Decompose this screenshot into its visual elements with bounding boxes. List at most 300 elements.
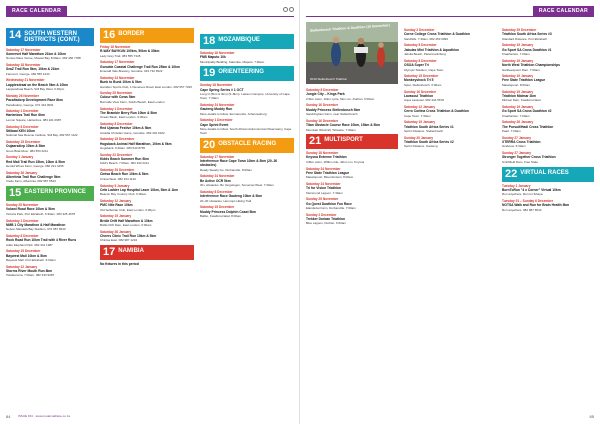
column-multisport-c (502, 28, 594, 406)
event-entry (306, 103, 398, 116)
event-entry (100, 184, 194, 197)
event-details: Elandsvlei Farm, Durbanville. 7:00am (306, 206, 356, 211)
event-details: Baywest Mall, Port Elizabeth. 6:00am (6, 258, 56, 263)
event-date: Saturday 19 January (502, 89, 534, 94)
event-entry (404, 90, 496, 103)
event-details: Maselspoort. 8:00am (502, 82, 531, 87)
event-name: Triathlon Midmar 2km (502, 93, 537, 98)
event-details: Nurses Race Venue, Mossel Bay 8:00am. 082 456 7788 (6, 56, 81, 61)
section-title: SOUTH WESTERN DISTRICTS (CONT.) (24, 31, 80, 44)
section-title: OBSTACLE RACING (218, 140, 277, 147)
event-details: Old Selborian Club, East London. 6:00pm (100, 207, 156, 212)
event-date: Sunday 16 December (404, 89, 437, 94)
event-details: Ballito, KwaZulu-Natal. 8:00am (200, 214, 242, 219)
event-date: Sunday 16 December (306, 118, 339, 123)
event-details: Municipality Building, Katembe, Maputo. 7:30am (200, 59, 265, 64)
section-title: BORDER (118, 31, 145, 37)
event-entry (404, 120, 496, 133)
event-details: Ready Steady Go, Durbanville. 8:00am (200, 167, 253, 172)
event-name: No fixtures in this period (100, 262, 139, 267)
section-number: 16 (103, 29, 116, 41)
event-list (200, 83, 294, 135)
event-name: Jungle City – Kings Park (306, 92, 345, 97)
event-date: Monday 26 November (6, 93, 39, 98)
event-details: Spier, Stellenbosch. 6:00am (404, 82, 442, 87)
event-name: Hogsback Animal Half Marathon, 10km & 5km (100, 141, 172, 146)
section-title: EASTERN PROVINCE (24, 189, 86, 196)
event-date: Saturday 19 January (502, 58, 534, 63)
event-date: Saturday 26 January (502, 120, 534, 125)
event-details: Jabula Beach, Pietermaritzburg (404, 52, 446, 57)
event-name: Albertinia Trail Run Challenge 5km (6, 175, 61, 180)
event-list (306, 88, 398, 132)
event-details: Bridle Drift Dam, East London. 6:00am (100, 223, 152, 228)
event-entry (100, 107, 194, 120)
event-name: R-WAY BAYKUN 100km, 50km & 30km (100, 49, 160, 54)
event-date: Saturday 17 November (100, 60, 135, 65)
event-entry (502, 136, 594, 149)
event-details: Lappiesdraai Beach, Still Bay West. 6:30pm (6, 87, 65, 92)
event-details: Arcadia Christian Home, Gonubie. 082 334 9102 (100, 130, 165, 135)
event-date: Sunday 2 December (306, 212, 337, 217)
event-entry (404, 136, 496, 149)
section-header-mozambique (200, 34, 294, 49)
event-details: Vrede Farm, Albertinia. 082 987 6543 (6, 179, 56, 184)
event-date: Saturday 24 November (306, 166, 341, 171)
event-name: Cintsa Beach Run 10km & 5km (100, 172, 149, 177)
event-entry (100, 168, 194, 181)
event-details: National Sea Rescue Institute, Still Bay. 082 567 1122 (6, 133, 78, 138)
event-date: Saturday 5 January (100, 183, 130, 188)
event-name: Red Mali Trail Run 15km, 10km & 5km (6, 159, 66, 164)
event-entry (502, 28, 594, 41)
event-date: Saturday 1 December (6, 218, 39, 223)
event-date: Saturday 19 January (502, 104, 534, 109)
event-name: Red Ujamaa Festive 10km & 5km (100, 126, 152, 131)
section-header-multisport (306, 134, 398, 149)
event-list (502, 184, 594, 212)
event-date: Saturday 8 December (6, 233, 39, 238)
event-date: Saturday 18 November (200, 51, 235, 55)
section-header-namibia (100, 245, 194, 260)
event-entry (6, 140, 94, 153)
event-name: Storms River Mouth Run 8km (6, 268, 53, 273)
event-date: Sunday 20 January (404, 135, 434, 140)
event-list (306, 151, 398, 225)
event-date: Saturday 19 January (502, 74, 534, 79)
event-entry (6, 219, 94, 232)
event-name: Gauteng Muddy Run (200, 107, 233, 112)
event-entry (6, 249, 94, 262)
left-header-rule (6, 16, 294, 17)
event-name: BornToRun "4 x Corner" Virtual 10km (502, 187, 561, 192)
event-entry (306, 151, 398, 164)
event-entry (200, 51, 294, 64)
event-entry (6, 155, 94, 168)
event-details: More details to follow. South African Astronomical Observatory, Cape Town (200, 126, 292, 136)
left-header-tab: RACE CALENDAR (6, 6, 67, 17)
event-entry (502, 43, 594, 56)
section-header-border (100, 28, 194, 43)
event-details: Burnside View Farm, Kidd's Beach, East London (100, 99, 165, 104)
event-details: Sprint Distance. Stellenbosch (404, 129, 444, 134)
section-header-sw-districts (6, 28, 94, 46)
event-entry (6, 48, 94, 61)
event-entry (100, 45, 194, 58)
event-name: NMB 1 City Marathon & Half Marathon (6, 222, 66, 227)
event-details: Fancourt, George. 082 555 1234 (6, 71, 50, 76)
event-date: Saturday 26 January (6, 170, 38, 175)
event-entry (502, 199, 594, 212)
circle-icon (283, 7, 288, 12)
section-number: 14 (9, 29, 22, 41)
event-name: Go Sport SA Cross Duathlon #1 (502, 47, 552, 52)
event-details: Sandringham Farm, near Stellenbosch (306, 112, 358, 117)
event-name: Lappiesdraai on the Beach 5km & 10km (6, 82, 69, 87)
event-name: Free State Triathlon League (306, 170, 350, 175)
section-number: 18 (203, 35, 216, 47)
event-entry (100, 137, 194, 150)
event-entry (6, 63, 94, 76)
event-entry (100, 199, 194, 212)
event-date: Sunday 2 December (404, 28, 435, 32)
event-entry (502, 105, 594, 118)
section-header-orienteering (200, 66, 294, 81)
event-details: Run anywhere. Run for Ikhaya (502, 192, 543, 197)
event-name: NOTSA Walk and Run for Brain Health 5km (502, 203, 570, 208)
event-date: Saturday 8 December (306, 88, 339, 92)
race-photo (306, 22, 398, 84)
event-details: Lemon Square, Hartenbos. 083 221 0987 (6, 117, 62, 122)
column-multisport-a (306, 88, 398, 406)
event-date: Saturday 19 January (404, 120, 436, 125)
event-date: Saturday 24 November (306, 181, 341, 186)
section-number: 21 (309, 135, 322, 148)
event-date: Saturday 15 December (6, 249, 41, 254)
event-details: More details to follow. Emmarentia, Johannesburg (200, 111, 267, 116)
event-name: Triathlon South Africa Series #3 (502, 32, 552, 37)
event-details: Long O (5km & 3km) (5–8km). Lawson Campus, University of Cape Town. 7:30am (200, 92, 290, 101)
event-details: 3.8km swim, 180km ride, 42km run. Knysna (306, 159, 365, 164)
event-date: Saturday 24 November (200, 174, 235, 179)
event-date: Sunday 16 December (306, 103, 339, 108)
event-date: Saturday 17 November (200, 154, 235, 159)
event-details: 20–30 obstacles. Hennops Hiking Trail (200, 198, 252, 203)
event-details: Ocean Basin, East London. 6:30am (100, 115, 148, 120)
event-date: Tuesday 1 January (502, 183, 531, 188)
event-entry (100, 230, 194, 243)
event-name: The Pursuit/Hadi Cross Triathlon (502, 124, 554, 129)
event-entry (6, 171, 94, 184)
page-number-left: 84 (6, 413, 11, 419)
event-name: OSOA Super Tri (404, 63, 429, 68)
event-details: Cintsa West. 082 334 1122 (100, 176, 136, 181)
event-details: Chintsa East. 082 987 1234 (100, 238, 138, 243)
event-details: Beacon Bay Country Club. 6:00am (100, 192, 147, 197)
event-entry (100, 214, 194, 227)
event-name: Cheers Clinic Trail Run 10km & 5km (100, 234, 157, 238)
event-name: Muddy Princess Stellenbosch 5km (306, 107, 361, 112)
event-name: Hartenbos Trail Run 6km (6, 113, 45, 118)
event-entry (6, 78, 94, 91)
event-entry (306, 213, 398, 226)
event-list (6, 203, 94, 277)
event-entry (100, 153, 194, 166)
event-date: Saturday 8 December (6, 124, 39, 129)
event-date: Wednesday 21 November (6, 78, 45, 83)
event-name: Bridle Drift Half Marathon & 10km (100, 218, 153, 223)
event-date: Saturday 19 January (100, 214, 132, 219)
event-details: Nelson Mandela Bay Stadium. 072 987 6543 (6, 227, 66, 232)
event-date: Saturday 19 January (502, 43, 534, 48)
event-date: Sunday 1 January (6, 155, 34, 160)
event-details: Groot Brak River. 084 553 2211 (6, 148, 48, 153)
event-name: FNB Maputo 10k (200, 55, 226, 60)
column-mozambique (200, 28, 294, 406)
event-list (200, 155, 294, 218)
event-date: Sunday 18 November (306, 151, 339, 156)
event-name: Stilbaai KEN 10km (6, 128, 35, 133)
event-name: Bunk to Bunk 10km & 5km (100, 80, 142, 85)
event-list (404, 28, 496, 149)
section-header-virtual-races (502, 167, 594, 182)
event-name: Pacaltsdorp Development Race 8km (6, 98, 63, 103)
event-details: Kleinmond Lagoon. 7:30am (306, 190, 343, 195)
section-title: MULTISPORT (324, 137, 363, 144)
event-date: Saturday 26 January (100, 229, 132, 234)
event-details: Kraaifontein. 7:00am (502, 52, 530, 57)
event-date: Sunday 18 November (200, 83, 233, 88)
right-header-tab: RACE CALENDAR (533, 6, 594, 17)
event-details: Run anywhere. 082 987 6543 (502, 207, 542, 212)
event-name: Titan Obstacle Course Race 10km, 15km & 5km (306, 123, 381, 128)
event-entry (404, 28, 496, 41)
event-details: Sandhills. 7:30am. 082 453 6099 (404, 36, 448, 41)
event-details: Hartbeespoort Dam. 7:00am (502, 67, 540, 72)
event-date: Saturday 1 December (200, 118, 233, 123)
event-entry (100, 91, 194, 104)
event-details: 2.5km swim, 10km cycle, 5km run. Durban. 6:00am (306, 96, 375, 101)
event-date: Saturday 12 January (404, 104, 436, 109)
section-title: MOZAMBIQUE (218, 37, 260, 43)
event-name: Colour with Cows 5km (100, 95, 136, 100)
event-entry (100, 122, 194, 135)
section-header-obstacle-racing (200, 138, 294, 153)
section-number: 19 (203, 67, 216, 80)
event-entry (100, 60, 194, 73)
event-entry (6, 109, 94, 122)
circle-icon (289, 7, 294, 12)
event-date: Sunday 27 January (502, 135, 532, 140)
event-date: Saturday 29 December (100, 168, 135, 173)
event-entry (200, 190, 294, 203)
event-name: PMC Nite Race 10km (100, 203, 133, 208)
event-entry (502, 184, 594, 197)
event-details: Smithfield Dam, Free State (502, 159, 539, 164)
event-entry (6, 203, 94, 216)
event-details: Tsitsikamma, 7:00am. 082 333 9087 (6, 273, 55, 278)
event-date: Saturday 18 November (6, 62, 41, 67)
event-date: Saturday 24 November (100, 75, 135, 80)
event-date: Saturday 8 December (200, 189, 233, 194)
event-date: Saturday 1 December (100, 106, 133, 111)
event-entry (306, 119, 398, 132)
event-name: Cape Sprint Event (200, 122, 229, 127)
event-name: XTERRA Cross Triathlon (502, 140, 541, 145)
event-details: Grabouw. 6:30am (502, 144, 526, 149)
event-details: Kraaifontein. 7:00am (502, 113, 530, 118)
event-name: Monkeyshock Tri 5 (404, 78, 434, 83)
event-name: Rock Road Run 10km Trail with 4 River Runs (6, 238, 77, 243)
event-entry (6, 94, 94, 107)
event-details: Midmar Dam, KwaZulu-Natal (502, 98, 541, 103)
event-details: Olympic Stadium, Cape Town (404, 67, 444, 72)
section-title: VIRTUAL RACES (520, 169, 569, 176)
event-name: Baywest Mall 10km & 5km (6, 253, 47, 258)
event-entry (200, 205, 294, 218)
event-date: Saturday 12 January (100, 198, 132, 203)
event-name: Cerro Cortina Cross Triathlon & Duathlon (404, 109, 469, 114)
event-name: Go Sport SA Cross Duathlon #2 (502, 109, 552, 114)
event-date: Tuesday 01 – Sunday 6 December (502, 198, 554, 203)
event-name: Gonubie Coastal Challenge Trail Run 25km & 10km (100, 64, 180, 69)
event-entry (306, 197, 398, 210)
event-name: Oujaarsdiep 10km & 5km (6, 144, 46, 149)
event-details: Addo Elephant Park. 082 341 1987 (6, 242, 53, 247)
event-date: Friday 16 November (100, 45, 131, 49)
event-details: Victoria Park, Port Elizabeth. 6:30am. 083 325 4678 (6, 211, 75, 216)
event-date: Sunday 25 November (100, 91, 133, 96)
event-details: Herold Wines Farm, George. 082 221 4455 (6, 164, 64, 169)
event-entry (306, 88, 398, 101)
event-details: Pacaltsdorp, George. 072 444 0091 (6, 102, 54, 107)
event-name: Stronger Together Cross Triathlon (502, 155, 556, 160)
event-entry (200, 83, 294, 100)
event-date: Saturday 15 December (6, 139, 41, 144)
section-number: 15 (9, 187, 22, 200)
event-list (100, 262, 194, 266)
event-details: Hamilton Sports Club, 1 Devereux Road, East London. 082 557 7345 (100, 84, 192, 89)
event-entry (502, 74, 594, 87)
section-number: 17 (103, 246, 116, 259)
event-date: Saturday 15 December (100, 137, 135, 142)
event-name: North West Triathlon Championships (502, 63, 561, 68)
event-list (200, 51, 294, 64)
event-name: Somerset Half Marathon 21km & 10km (6, 51, 66, 56)
event-details: Blue Lagoon, Durban. 6:00am (306, 221, 347, 226)
event-list (100, 45, 194, 242)
event-name: SeaZ Trail Run 5km, 10km & 21km (6, 67, 60, 72)
event-entry (404, 43, 496, 56)
event-entry (100, 262, 194, 266)
event-date: Saturday 8 December (404, 58, 437, 63)
event-details: Aqua Lavasoul. 082 444 5678 (404, 98, 444, 103)
event-entry (404, 74, 496, 87)
event-name: The Bramble Berry Run 10km & 5km (100, 110, 157, 115)
event-name: Muddy Princess Dolphin Coast 5km (200, 209, 257, 214)
section-number: 22 (505, 167, 518, 180)
event-entry (6, 125, 94, 138)
event-name: Jabulas Mini Triathlon & Aquathlon (404, 47, 460, 52)
event-entry (6, 265, 94, 278)
column-multisport-b (404, 28, 496, 406)
event-list (502, 28, 594, 164)
event-details: Cape Town. 7:30am (404, 113, 431, 118)
event-details: Kidd's Beach, 7:00am. 084 333 2211 (100, 161, 149, 166)
event-entry (200, 118, 294, 135)
event-entry (6, 234, 94, 247)
event-entry (200, 103, 294, 116)
event-entry (200, 174, 294, 187)
event-date: Saturday 29 December (502, 28, 537, 32)
event-name: Triathlon South Africa Series #2 (404, 140, 454, 145)
event-date: Saturday 24 November (200, 102, 235, 107)
event-entry (502, 151, 594, 164)
event-entry (306, 182, 398, 195)
event-name: Tri for Vision Triathlon (306, 186, 341, 191)
event-name: Interference Race Cape Town 10km & 5km (20–30 obstacles) (200, 158, 278, 168)
event-entry (200, 155, 294, 172)
event-details: Mountain Windmill, Tshwane. 7:00am (306, 127, 356, 132)
event-entry (306, 167, 398, 180)
event-details: Paarl. 7:00am (502, 129, 521, 134)
event-date: Saturday 15 December (200, 205, 235, 210)
section-title: ORIENTEERING (218, 69, 264, 76)
event-date: Saturday 1 December (6, 109, 39, 114)
event-name: Cape Spring Series # 1 OCT (200, 87, 244, 92)
event-date: Saturday 17 November (6, 47, 41, 52)
event-details: Maselspoort, Bloemfontein. 8:00am (306, 175, 354, 180)
event-entry (100, 76, 194, 89)
event-date: Saturday 8 December (100, 121, 133, 126)
section-title: NAMIBIA (118, 248, 144, 255)
issue-line: ISSUE 154 · www.modernathlete.co.za (18, 414, 70, 419)
right-header-rule (306, 16, 594, 17)
event-name: Trekker Durban Triathlon (306, 217, 346, 222)
event-name: Lavasoul Triathlon (404, 93, 434, 98)
event-details: 30+ obstacles. Bo Vergelegen, Somerset West. 7:30am (200, 183, 274, 188)
column-border (100, 28, 194, 406)
event-name: Kidds Beach Summer Run 5km (100, 157, 149, 162)
event-entry (502, 120, 594, 133)
event-name: Corne College Cross Triathlon & Duathlon (404, 32, 470, 37)
photo-caption: 2019 Stellenbosch Triathlon (310, 76, 348, 81)
event-date: Sunday 27 January (502, 151, 532, 156)
event-name: Vukani Road Race 10km & 5km (6, 207, 55, 212)
event-name: Interference Race Gauteng 10km & 5km (200, 194, 263, 199)
event-details: Emerald Vale Brewery, Gonubie. 043 732 6522 (100, 69, 163, 74)
event-list (6, 48, 94, 184)
event-name: Triathlon South Africa Series #1 (404, 124, 454, 129)
event-name: Free State Triathlon League (502, 78, 546, 83)
event-date: Sunday 23 December (100, 152, 133, 157)
event-entry (502, 90, 594, 103)
event-date: Sunday 25 November (306, 197, 339, 202)
event-date: Sunday 25 November (6, 203, 39, 208)
event-date: Saturday 15 December (404, 74, 439, 79)
event-details: Sprint Distance. Gauteng (404, 144, 438, 149)
event-details: Standard Distance. Port Elizabeth (502, 36, 548, 41)
event-details: Hogsback. 6:30am. 083 543 8765 (100, 146, 146, 151)
event-details: Lady Grey Trail. 083 555 7345 (100, 53, 141, 58)
event-entry (502, 59, 594, 72)
event-entry (404, 59, 496, 72)
section-number: 20 (203, 138, 216, 151)
event-date: Saturday 8 December (404, 43, 437, 48)
event-name: Be Active OCR 5km (200, 178, 231, 183)
column-sw-districts (6, 28, 94, 406)
event-entry (404, 105, 496, 118)
